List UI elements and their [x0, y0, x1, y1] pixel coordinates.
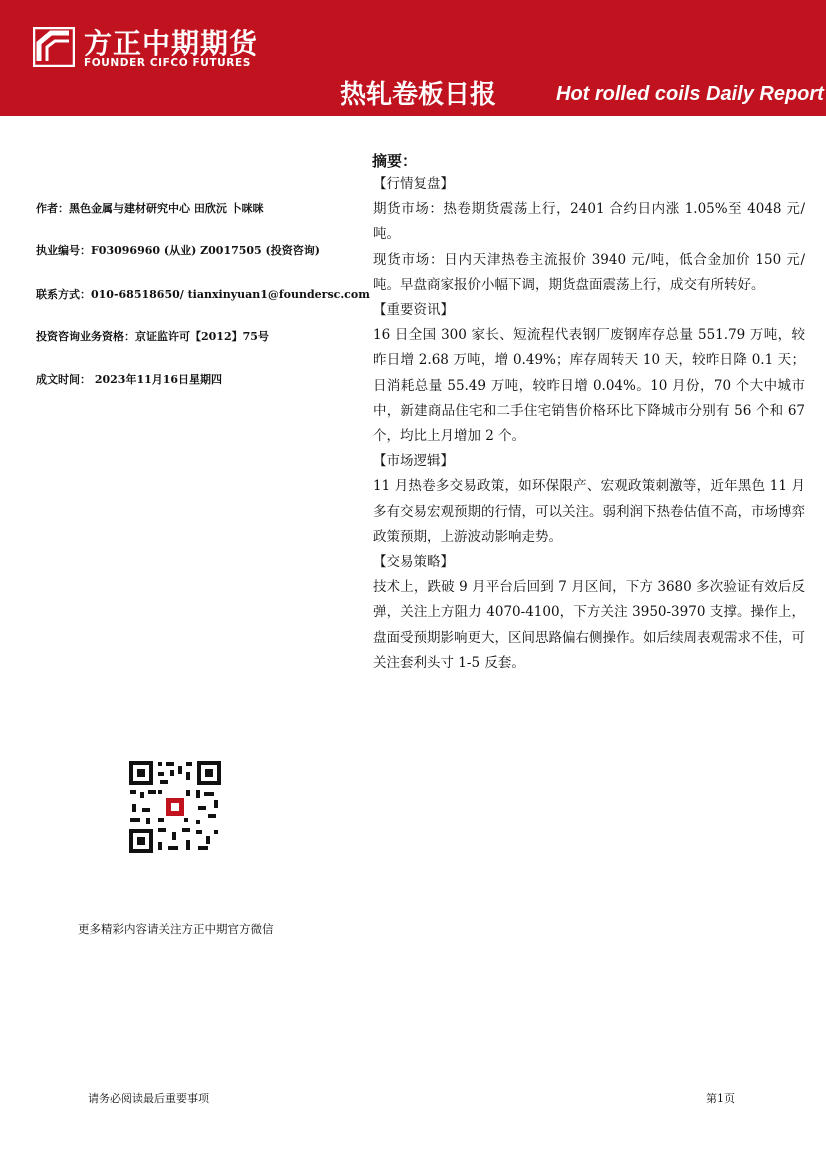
brand-name-cn: 方正中期期货 — [84, 27, 259, 60]
meta-license: 执业编号：F03096960 (从业) Z0017505 (投资咨询) — [36, 244, 320, 257]
wechat-follow-note: 更多精彩内容请关注方正中期官方微信 — [78, 922, 274, 936]
header-banner — [0, 0, 826, 116]
page-number: 第1页 — [706, 1092, 735, 1105]
meta-date: 成文时间： 2023年11月16日星期四 — [36, 373, 223, 386]
section-paragraph: 现货市场：日内天津热卷主流报价 3940 元/吨，低合金加价 150 元/吨。早盘商家报价小幅下调，期货盘面震荡上行，成交有所转好。 — [373, 251, 805, 293]
section-heading: 【交易策略】 — [373, 554, 454, 571]
company-logo-icon — [33, 27, 75, 67]
section-paragraph: 期货市场：热卷期货震荡上行，2401 合约日内涨 1.05%至 4048 元/吨。 — [373, 201, 805, 243]
section-heading: 【重要资讯】 — [373, 302, 454, 319]
report-title-cn: 热轧卷板日报 — [340, 80, 497, 110]
summary-content — [373, 172, 805, 676]
section-paragraph: 11 月热卷多交易政策，如环保限产、宏观政策刺激等，近年黑色 11 月多有交易宏观预期的行情，可以关注。弱利润下热卷估值不高，市场博弈政策预期，上游波动影响走势。 — [373, 478, 805, 545]
brand-name-en: FOUNDER CIFCO FUTURES — [84, 57, 251, 69]
section-paragraph: 技术上，跌破 9 月平台后回到 7 月区间，下方 3680 多次验证有效后反弹，关注上方阻力 4070-4100，下方关注 3950-3970 支撑。操作上，盘面受预期影响更大，区间思路偏右侧操作。如后续周表观需求不佳，可关注套利头寸 1-5 反套。 — [373, 579, 805, 671]
report-title-en: Hot rolled coils Daily Report — [556, 83, 824, 105]
section-paragraph: 16 日全国 300 家长、短流程代表钢厂废钢库存总量 551.79 万吨，较昨日增 2.68 万吨，增 0.49%；库存周转天 10 天，较昨日降 0.1 天；日消耗总量 55.49 万吨，较昨日增 0.04%。10 月份，70 个大中城市中，新建商品住宅和二手住宅销售价格环比下降城市分别有 56 个和 67 个，均比上月增加 2 个。 — [373, 327, 805, 445]
wechat-qr-code-icon — [128, 760, 222, 854]
footer-disclaimer: 请务必阅读最后重要事项 — [88, 1092, 209, 1105]
section-heading: 【行情复盘】 — [373, 176, 454, 192]
summary-title: 摘要： — [372, 152, 418, 170]
section-heading: 【市场逻辑】 — [373, 453, 454, 470]
meta-qualification: 投资咨询业务资格：京证监许可【2012】75号 — [36, 330, 269, 343]
meta-author: 作者：黑色金属与建材研究中心 田欣沅 卜咪咪 — [36, 202, 264, 215]
meta-contact: 联系方式：010-68518650/ tianxinyuan1@foundersc.com — [36, 288, 370, 301]
